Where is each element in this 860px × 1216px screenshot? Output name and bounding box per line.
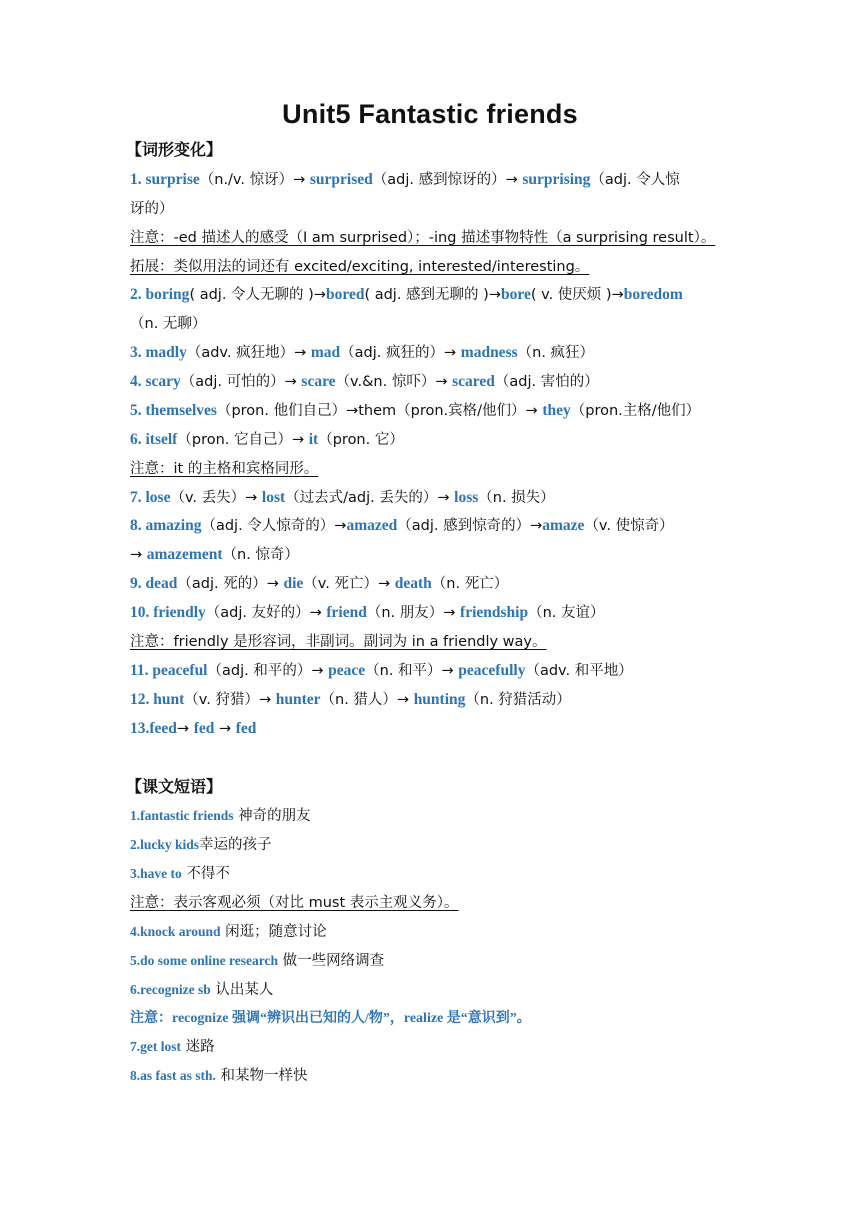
phrase-meaning: 幸运的孩子 [199,837,272,853]
word-note: （pron. 他们自己）→them（pron.宾格/他们）→ [216,403,538,419]
phrase: 2.lucky kids [130,837,200,852]
word: 13.feed [130,720,177,737]
word: bore [500,286,531,303]
note-line: 注意：it 的主格和宾格同形。 [130,461,319,477]
word-note: （adj. 和平的）→ [207,663,324,679]
word: 7. lose [130,489,171,506]
word-note: （adj. 可怕的）→ [180,374,297,390]
word: amazement [146,546,223,563]
word-item-5 [130,401,750,421]
word: it [308,431,319,448]
word-note: ( v. 使厌烦 )→ [530,287,624,303]
word-item-6 [130,430,750,450]
word-item-8 [130,516,750,536]
word: scared [452,373,495,390]
word-note: （n. 朋友）→ [366,605,456,621]
word-note: （n. 友谊） [528,605,605,621]
word-item-8-cont [130,545,750,565]
word: 1. surprise [130,171,200,188]
word-note: （过去式/adj. 丢失的）→ [285,490,450,506]
phrase-item-8 [130,1066,750,1086]
section-heading-word-forms: 【词形变化】 [126,140,223,159]
word: mad [310,344,341,361]
word-note: （n. 惊奇） [222,547,299,563]
note-line: 拓展：类似用法的词还有 excited/exciting, interested/interesting。 [130,259,590,275]
word: peacefully [458,662,526,679]
phrase-meaning: 不得不 [186,866,230,882]
phrase: 4.knock around [130,924,221,939]
arrow: → [176,721,190,737]
word-item-10 [130,603,750,623]
word: hunter [275,691,321,708]
word-item-1 [130,170,750,190]
phrase-item-4 [130,922,750,942]
word: madness [460,344,518,361]
word: fed [193,720,215,737]
word-item-1-cont: 讶的） [130,201,174,217]
word-item-3 [130,343,750,363]
word-note: （adj. 令人惊 [590,172,680,188]
word-note: （adv. 疯狂地）→ [186,345,307,361]
word: amazed [346,517,398,534]
phrase: 7.get lost [130,1039,181,1054]
phrase-item-6 [130,980,750,1000]
note-line-highlight: 注意：recognize 强调“辨识出已知的人/物”，realize 是“意识到”。 [130,1011,531,1026]
word-note: （v. 使惊奇） [584,518,674,534]
word: scare [301,373,336,390]
word-note: （n./v. 惊讶）→ [199,172,306,188]
phrase: 1.fantastic friends [130,808,234,823]
phrase-item-1 [130,806,750,826]
word: 5. themselves [130,402,217,419]
word: death [394,575,432,592]
phrase: 3.have to [130,866,182,881]
word-note: （n. 和平）→ [365,663,454,679]
word: 12. hunt [130,691,185,708]
word: die [283,575,304,592]
phrase-meaning: 认出某人 [215,982,274,998]
word-note: （adj. 感到惊讶的）→ [372,172,518,188]
word-note: （pron. 它自己）→ [177,432,305,448]
word-note: （v.&n. 惊吓）→ [335,374,448,390]
word-note: （adv. 和平地） [525,663,633,679]
word-note: （pron.主格/他们） [570,403,701,419]
word-note: （n. 损失） [478,490,555,506]
word-item-12 [130,690,750,710]
word: boredom [623,286,683,303]
word-item-2-cont: （n. 无聊） [130,316,207,332]
word-note: （adj. 死的）→ [177,576,279,592]
word-note: （adj. 害怕的） [494,374,599,390]
word: friendship [460,604,529,621]
word: 10. friendly [130,604,206,621]
arrow: → [218,721,232,737]
word-note: （pron. 它） [318,432,404,448]
word-note: （adj. 令人惊奇的）→ [201,518,347,534]
phrase: 6.recognize sb [130,982,211,997]
phrase-meaning: 神奇的朋友 [238,808,311,824]
word-note: （adj. 友好的）→ [205,605,322,621]
word: peace [328,662,366,679]
arrow: → [130,547,143,563]
word: bored [325,286,365,303]
word-note: （adj. 感到惊奇的）→ [397,518,543,534]
phrase-item-2 [130,835,750,855]
word-item-13 [130,719,750,739]
word-item-2 [130,285,750,305]
word: surprised [309,171,373,188]
word: 11. peaceful [130,662,208,679]
word: amaze [542,517,585,534]
word-item-11 [130,661,750,681]
word: lost [261,489,286,506]
word-note: （n. 死亡） [431,576,509,592]
phrase-item-7 [130,1037,750,1057]
word: hunting [413,691,466,708]
word-item-7 [130,488,750,508]
phrase: 8.as fast as sth. [130,1068,216,1083]
section-heading-phrases: 【课文短语】 [126,777,223,796]
word: 3. madly [130,344,187,361]
phrase: 5.do some online research [130,953,278,968]
phrase-item-3 [130,864,750,884]
word-item-9 [130,574,750,594]
word-note: （v. 死亡）→ [303,576,391,592]
word-note: ( adj. 令人无聊的 )→ [189,287,326,303]
word: loss [454,489,479,506]
word: surprising [522,171,591,188]
word-note: （adj. 疯狂的）→ [340,345,457,361]
phrase-meaning: 做一些网络调查 [282,953,385,969]
word: 8. amazing [130,517,202,534]
word: friend [326,604,367,621]
word-note: ( adj. 感到无聊的 )→ [364,287,501,303]
word-item-4 [130,372,750,392]
word-note: （n. 狩猎活动） [465,692,571,708]
word: 2. boring [130,286,190,303]
page-title: Unit5 Fantastic friends [282,99,578,129]
note-line: 注意：-ed 描述人的感受（I am surprised）；-ing 描述事物特性（a surprising result）。 [130,230,716,246]
word: 6. itself [130,431,178,448]
note-line: 注意：表示客观必须（对比 must 表示主观义务）。 [130,895,459,911]
phrase-meaning: 和某物一样快 [220,1068,308,1084]
phrase-meaning: 迷路 [185,1039,215,1055]
word-note: （n. 猎人）→ [320,692,410,708]
word: fed [235,720,257,737]
phrase-meaning: 闲逛；随意讨论 [225,924,327,940]
word-note: （v. 狩猎）→ [184,692,272,708]
note-line: 注意：friendly 是形容词，非副词。副词为 in a friendly way。 [130,634,547,650]
word-note: （v. 丢失）→ [170,490,258,506]
word-note: （n. 疯狂） [517,345,595,361]
phrase-item-5 [130,951,750,971]
word: 4. scary [130,373,181,390]
word: 9. dead [130,575,178,592]
word: they [542,402,571,419]
